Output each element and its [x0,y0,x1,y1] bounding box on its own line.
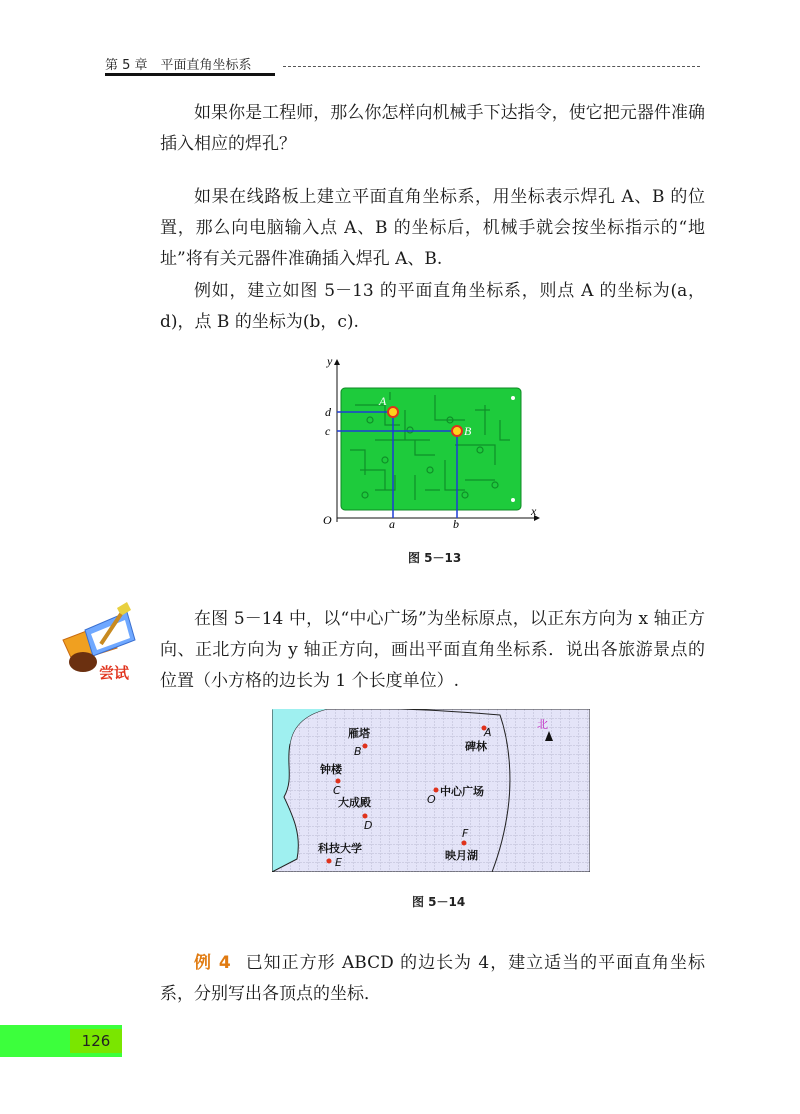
x-axis-label: x [531,504,537,518]
place-beilin: 碑林 [465,740,487,753]
header-underline [105,73,275,76]
point-label-f: F [462,827,469,840]
point-b-label: B [464,424,472,438]
example-text: 已知正方形 ABCD 的边长为 4，建立适当的平面直角坐标系，分别写出各顶点的坐标． [160,953,706,1004]
place-zhongxin: 中心广场 [440,785,484,798]
figure-5-14-caption: 图 5－14 [412,895,466,909]
chapter-header [105,48,700,78]
figure-5-14-tourist-map [272,709,590,872]
place-zhonglou: 钟楼 [320,763,342,776]
tick-b-label: b [453,517,459,530]
example-4 [160,948,705,1010]
place-yanta: 雁塔 [348,727,370,740]
origin-label: O [323,513,332,527]
point-label-c: C [333,784,341,797]
point-label-o: O [427,793,436,806]
try-pencil-book-icon [55,600,155,685]
point-a-label: A [379,394,387,408]
paragraph-try-exercise: 在图 5－14 中，以“中心广场”为坐标原点，以正东方向为 x 轴正方向、正北方向为 y 轴正方向，画出平面直角坐标系．说出各旅游景点的位置（小方格的边长为 1 个长度单位）. [160,609,705,691]
paragraph-engineer-question: 如果你是工程师，那么你怎样向机械手下达指令，使它把元器件准确插入相应的焊孔？ [160,103,705,154]
circuit-board [341,388,521,510]
example-label: 例 4 [194,953,231,973]
place-yingyue: 映月湖 [445,849,478,862]
tick-d-label: d [325,405,331,419]
point-label-a: A [484,726,492,739]
figure-5-13-caption: 图 5－13 [408,551,462,565]
place-dachengdian: 大成殿 [338,796,371,809]
chapter-title: 第 5 章 平面直角坐标系 [105,58,252,73]
paragraph-coordinate-system: 如果在线路板上建立平面直角坐标系，用坐标表示焊孔 A、B 的位置，那么向电脑输入点 A、B 的坐标后，机械手就会按坐标指示的“地址”将有关元器件准确插入焊孔 A、B. [160,187,705,269]
point-label-e: E [335,856,342,869]
try-label: 尝试 [99,664,130,682]
north-label: 北 [537,718,548,731]
paragraph-example-coordinates: 例如，建立如图 5－13 的平面直角坐标系，则点 A 的坐标为(a，d)，点 B 的坐标为(b，c). [160,281,705,332]
point-label-d: D [364,819,373,832]
figure-5-13-circuit-board [315,350,545,530]
place-keji: 科技大学 [318,842,362,855]
page-number-tab [0,1025,122,1057]
point-a [388,407,398,417]
point-b [452,426,462,436]
y-axis-label: y [327,354,333,368]
tick-c-label: c [325,424,331,438]
point-label-b: B [354,745,362,758]
header-dashed-rule [283,66,700,67]
tick-a-label: a [389,517,395,530]
page-number: 126 [70,1029,122,1053]
